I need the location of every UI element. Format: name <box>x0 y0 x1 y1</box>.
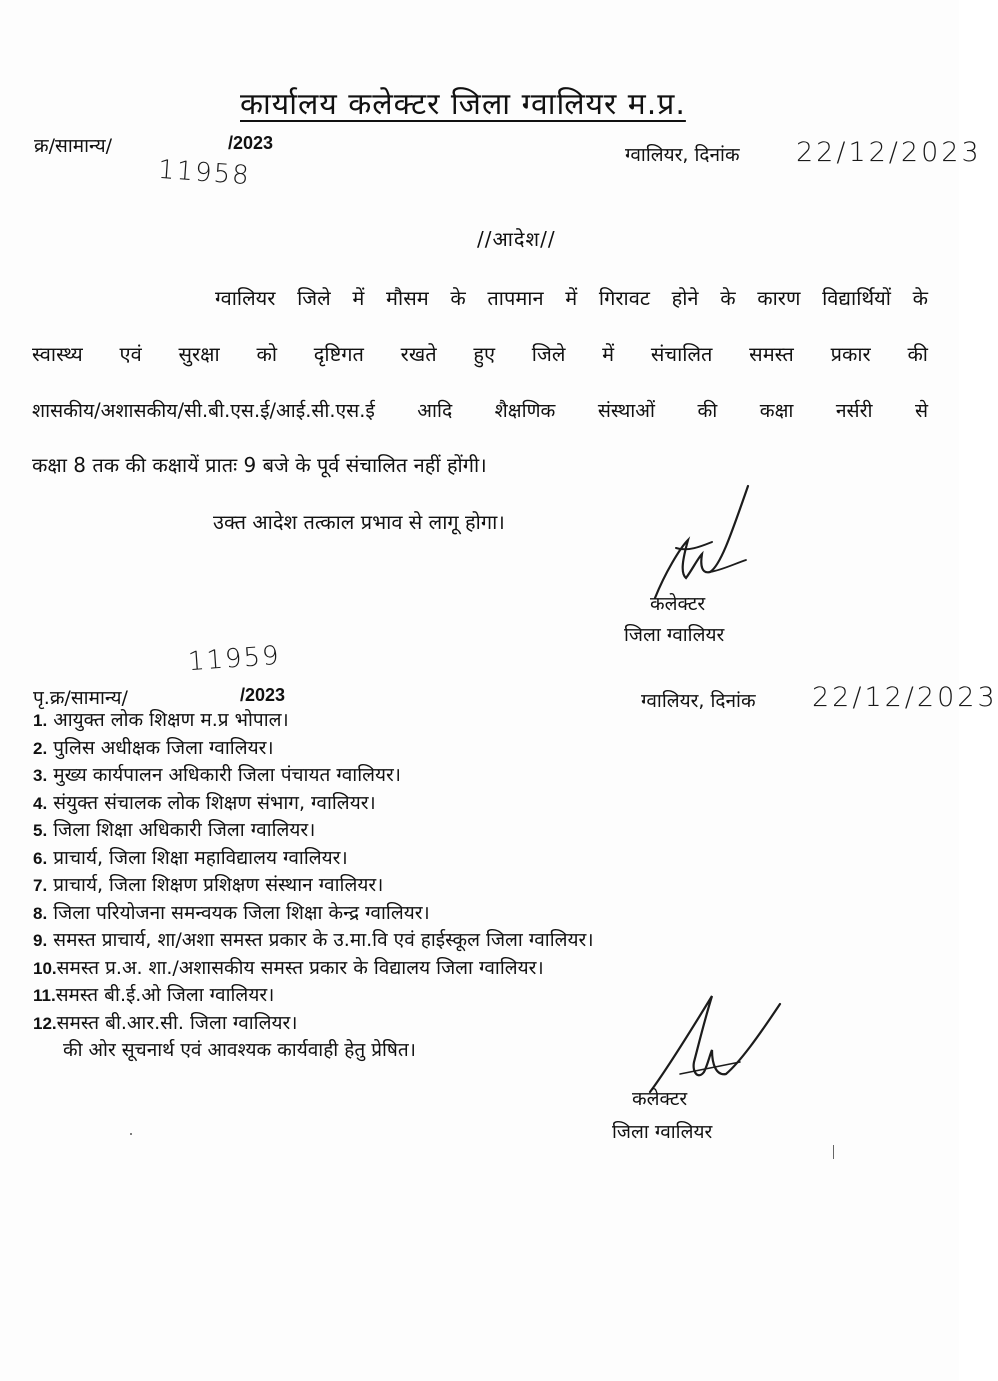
list-item-text: प्राचार्य, जिला शिक्षण प्रशिक्षण संस्थान ग्वालियर। <box>47 874 384 896</box>
list-item <box>33 707 594 735</box>
endorsement-ref-number-handwritten: 11959 <box>187 640 282 678</box>
order-effect-line: उक्त आदेश तत्काल प्रभाव से लागू होगा। <box>213 510 505 534</box>
list-item-number: 3. <box>33 766 48 785</box>
list-item-text: पुलिस अधीक्षक जिला ग्वालियर। <box>47 736 274 759</box>
list-item-number: 5. <box>33 821 48 840</box>
list-item <box>33 735 594 763</box>
office-title: कार्यालय कलेक्टर जिला ग्वालियर म.प्र. <box>240 87 686 122</box>
list-item-number: 2. <box>33 738 48 758</box>
list-item <box>33 790 594 818</box>
list-item-text: संयुक्त संचालक लोक शिक्षण संभाग, ग्वालियर। <box>47 791 376 814</box>
list-item <box>33 900 594 928</box>
list-item-number: 9. <box>33 931 48 950</box>
scan-speck <box>130 1133 132 1135</box>
scan-mark <box>833 1145 834 1159</box>
order-heading: //आदेश// <box>477 227 556 251</box>
list-item-number: 1. <box>33 711 48 730</box>
list-item-text: समस्त प्र.अ. शा./अशासकीय समस्त प्रकार के विद्यालय जिला ग्वालियर। <box>56 956 544 979</box>
list-item <box>33 817 594 845</box>
endorsement-ref-prefix: पृ.क्र/सामान्य/ <box>33 687 128 709</box>
order-body-line: ग्वालियर जिले में मौसम के तापमान में गिरावट होने के कारण विद्यार्थियों के <box>215 286 928 310</box>
list-item <box>33 1010 594 1038</box>
order-signatory-title: कलेक्टर <box>650 593 706 615</box>
order-ref-year <box>228 132 273 154</box>
order-body-line: कक्षा 8 तक की कक्षायें प्रातः 9 बजे के पूर्व संचालित नहीं होंगी। <box>32 453 487 477</box>
order-date-handwritten: 22/12/2023 <box>796 137 982 168</box>
list-item <box>33 845 594 873</box>
list-item-text: आयुक्त लोक शिक्षण म.प्र भोपाल। <box>47 709 289 731</box>
list-item <box>33 927 594 955</box>
list-item-number: 4. <box>33 793 48 813</box>
list-item-text: जिला शिक्षा अधिकारी जिला ग्वालियर। <box>47 819 316 841</box>
order-body-line: स्वास्थ्य एवं सुरक्षा को दृष्टिगत रखते हुए जिले में संचालित समस्त प्रकार की <box>32 342 928 366</box>
endorsement-date-handwritten: 22/12/2023 <box>812 682 998 713</box>
list-item-text: समस्त बी.आर.सी. जिला ग्वालियर। <box>56 1011 298 1034</box>
endorsement-ref-year <box>240 684 285 706</box>
recipient-list <box>33 707 594 1064</box>
list-item-text: प्राचार्य, जिला शिक्षा महाविद्यालय ग्वालियर। <box>47 846 348 869</box>
list-item <box>33 762 594 790</box>
order-ref-year-text: /2023 <box>228 133 274 153</box>
collector-signature-order <box>650 478 770 608</box>
list-item-text: समस्त प्राचार्य, शा/अशा समस्त प्रकार के उ.मा.वि एवं हाईस्कूल जिला ग्वालियर। <box>47 929 594 951</box>
list-item-number: 8. <box>33 903 48 923</box>
list-item-text: जिला परियोजना समन्वयक जिला शिक्षा केन्द्र ग्वालियर। <box>47 901 430 924</box>
order-ref-prefix: क्र/सामान्य/ <box>34 135 113 157</box>
endorsement-signatory-place: जिला ग्वालियर <box>612 1121 713 1143</box>
list-item-number: 12. <box>33 1013 57 1033</box>
list-item-number: 11. <box>33 986 56 1005</box>
order-signatory-place: जिला ग्वालियर <box>624 624 725 646</box>
list-item <box>33 982 594 1010</box>
list-item <box>33 872 594 900</box>
closing-line: की ओर सूचनार्थ एवं आवश्यक कार्यवाही हेतु प्रेषित। <box>63 1039 416 1061</box>
list-item-number: 6. <box>33 848 48 868</box>
endorsement-place-date-label: ग्वालियर, दिनांक <box>641 690 756 712</box>
endorsement-signatory-title: कलेक्टर <box>632 1088 688 1110</box>
order-place-date-label: ग्वालियर, दिनांक <box>625 144 740 166</box>
list-item-text: समस्त बी.ई.ओ जिला ग्वालियर। <box>55 984 275 1006</box>
order-ref-number-handwritten: 11958 <box>157 154 252 192</box>
list-item-number: 10. <box>33 958 57 978</box>
endorsement-ref-year-text: /2023 <box>240 685 286 705</box>
list-item-text: मुख्य कार्यपालन अधिकारी जिला पंचायत ग्वालियर। <box>47 764 401 786</box>
list-item-number: 7. <box>33 876 48 895</box>
order-body-line: शासकीय/अशासकीय/सी.बी.एस.ई/आई.सी.एस.ई आदि शैक्षणिक संस्थाओं की कक्षा नर्सरी से <box>32 399 928 422</box>
list-item <box>33 955 594 983</box>
